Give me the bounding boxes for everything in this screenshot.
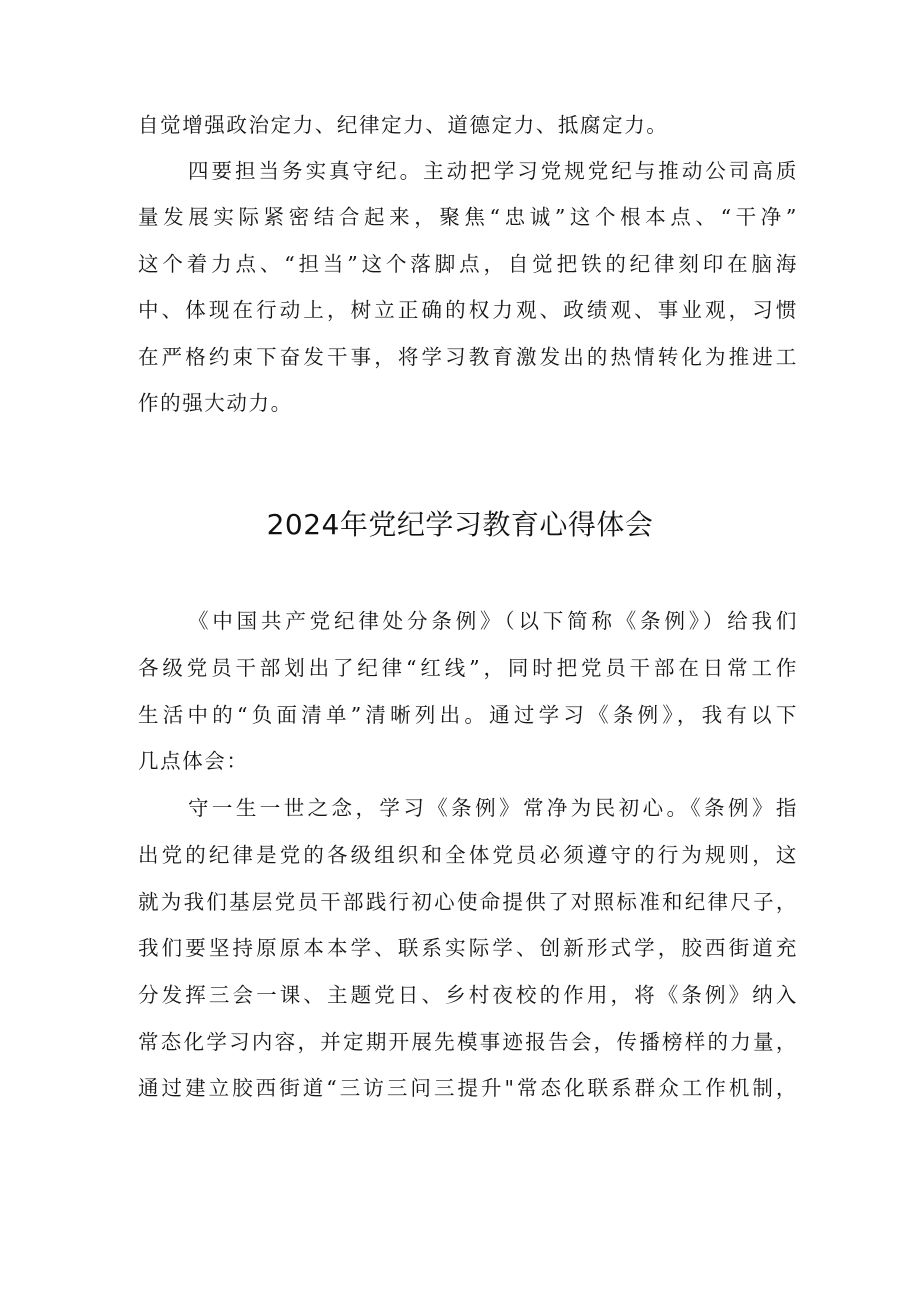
paragraph-line: 守一生一世之念，学习《条例》常净为民初心。《条例》指 [188, 796, 798, 820]
paragraph-line: 常态化学习内容，并定期开展先模事迹报告会，传播榜样的力量， [138, 1030, 798, 1054]
document-title: 2024年党纪学习教育心得体会 [266, 508, 654, 541]
paragraph-line: 在严格约束下奋发干事，将学习教育激发出的热情转化为推进工 [138, 345, 798, 369]
paragraph-line: 就为我们基层党员干部践行初心使命提供了对照标准和纪律尺子， [138, 890, 798, 914]
paragraph-line: 四要担当务实真守纪。主动把学习党规党纪与推动公司高质 [188, 159, 798, 183]
paragraph-line: 作的强大动力。 [138, 391, 293, 415]
paragraph-line: 我们要坚持原原本本学、联系实际学、创新形式学，胶西街道充 [138, 936, 798, 960]
paragraph-line: 中、体现在行动上，树立正确的权力观、政绩观、事业观，习惯 [138, 298, 798, 322]
paragraph-line: 这个着力点、“担当”这个落脚点，自觉把铁的纪律刻印在脑海 [138, 252, 798, 276]
paragraph-line: 《中国共产党纪律处分条例》（以下简称《条例》）给我们 [188, 609, 798, 633]
paragraph-line: 自觉增强政治定力、纪律定力、道德定力、抵腐定力。 [138, 113, 669, 137]
paragraph-line: 通过建立胶西街道“三访三问三提升"常态化联系群众工作机制， [138, 1076, 798, 1100]
paragraph-line: 出党的纪律是党的各级组织和全体党员必须遵守的行为规则，这 [138, 843, 798, 867]
paragraph-line: 各级党员干部划出了纪律“红线”，同时把党员干部在日常工作 [138, 656, 798, 680]
paragraph-line: 几点体会： [138, 749, 249, 773]
paragraph-line: 分发挥三会一课、主题党日、乡村夜校的作用，将《条例》纳入 [138, 983, 798, 1007]
paragraph-line: 生活中的“负面清单”清晰列出。通过学习《条例》，我有以下 [138, 703, 798, 727]
paragraph-line: 量发展实际紧密结合起来，聚焦“忠诚”这个根本点、“干净” [138, 205, 798, 229]
